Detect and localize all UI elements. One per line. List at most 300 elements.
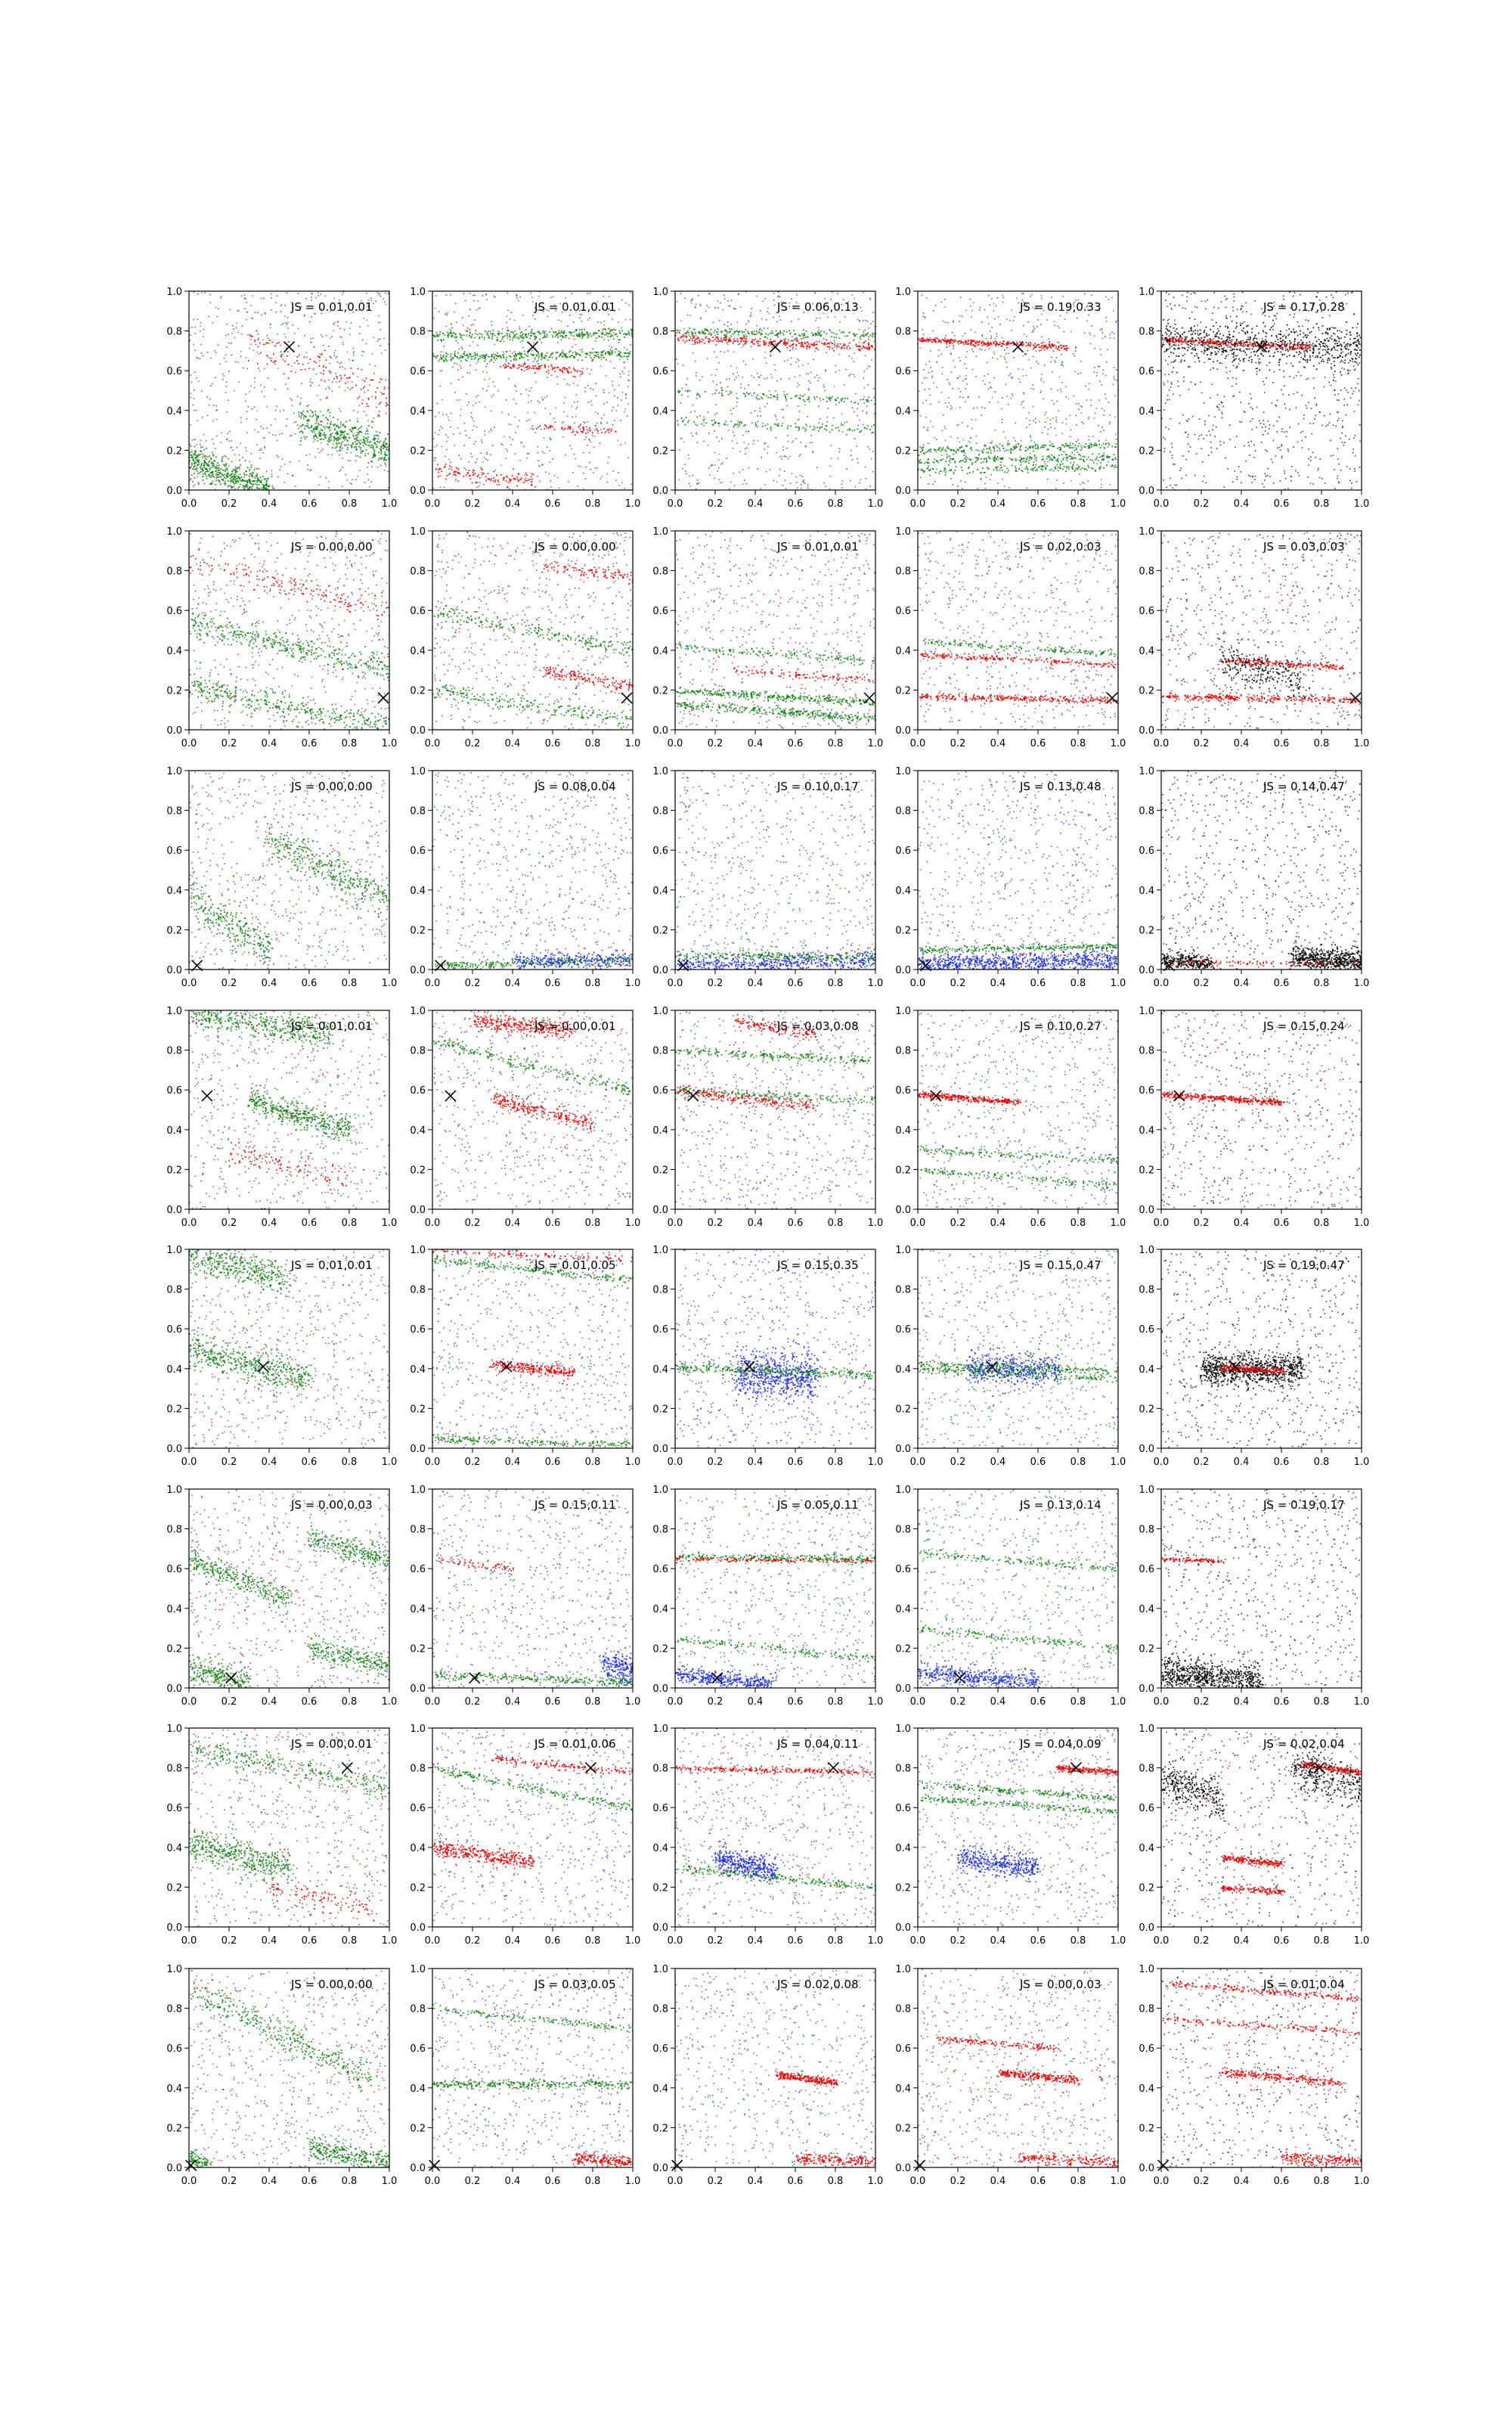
scatter-point <box>222 470 224 471</box>
scatter-point <box>310 385 311 386</box>
scatter-point <box>474 473 476 474</box>
scatter-point <box>190 479 191 481</box>
scatter-point <box>353 410 355 411</box>
scatter-point <box>236 323 237 324</box>
scatter-point <box>803 479 804 481</box>
scatter-point <box>941 392 943 393</box>
scatter-point <box>761 318 763 320</box>
scatter-point <box>472 324 474 325</box>
scatter-point <box>1081 406 1083 408</box>
scatter-point <box>355 427 356 429</box>
scatter-point <box>281 304 283 306</box>
scatter-point <box>510 337 511 338</box>
scatter-point <box>943 321 944 322</box>
scatter-point <box>255 341 256 343</box>
scatter-point <box>329 371 330 372</box>
scatter-point <box>506 322 507 324</box>
scatter-point <box>1002 337 1003 339</box>
scatter-point <box>619 358 621 360</box>
scatter-point <box>200 468 202 470</box>
scatter-point <box>364 455 366 457</box>
scatter-point <box>628 374 630 376</box>
scatter-point <box>371 447 373 448</box>
scatter-point <box>261 298 262 299</box>
scatter-point <box>246 302 248 303</box>
scatter-point <box>387 433 389 435</box>
scatter-point <box>1070 415 1071 417</box>
scatter-point <box>200 322 202 324</box>
scatter-point <box>313 436 314 437</box>
scatter-point <box>699 331 701 333</box>
scatter-point <box>367 325 369 327</box>
scatter-point <box>249 493 251 495</box>
scatter-point <box>378 414 380 416</box>
scatter-point <box>231 477 233 479</box>
scatter-point <box>318 355 319 357</box>
scatter-point <box>618 354 620 355</box>
scatter-point <box>760 489 761 490</box>
scatter-point <box>770 430 772 431</box>
scatter-point <box>345 438 346 439</box>
scatter-point <box>981 414 982 416</box>
scatter-point <box>584 334 585 335</box>
scatter-point <box>577 407 578 408</box>
scatter-point <box>310 381 311 383</box>
scatter-point <box>446 414 448 416</box>
scatter-point <box>869 327 870 329</box>
scatter-point <box>775 390 776 392</box>
scatter-point <box>804 334 805 335</box>
scatter-point <box>754 340 755 341</box>
scatter-point <box>595 425 596 427</box>
scatter-point <box>740 306 742 308</box>
scatter-point <box>609 314 610 315</box>
scatter-point <box>471 324 472 326</box>
scatter-point <box>243 490 245 492</box>
scatter-point <box>308 368 310 369</box>
scatter-point <box>544 428 545 430</box>
scatter-point <box>315 423 317 424</box>
scatter-panel <box>410 287 640 510</box>
scatter-point <box>547 336 548 337</box>
scatter-point <box>834 344 835 346</box>
scatter-point <box>717 338 719 340</box>
scatter-point <box>480 467 482 468</box>
scatter-point <box>460 334 461 336</box>
scatter-point <box>764 378 766 380</box>
scatter-point <box>815 320 816 321</box>
scatter-point <box>241 296 243 297</box>
scatter-point <box>386 466 387 467</box>
scatter-point <box>816 344 817 346</box>
scatter-point <box>262 476 264 477</box>
scatter-point <box>547 316 549 318</box>
scatter-point <box>466 474 467 476</box>
scatter-point <box>328 439 330 440</box>
scatter-point <box>603 392 605 393</box>
scatter-point <box>574 356 575 358</box>
scatter-point <box>193 461 194 462</box>
scatter-point <box>802 481 804 482</box>
scatter-point <box>263 492 265 493</box>
scatter-point <box>820 398 821 399</box>
scatter-point <box>708 411 709 413</box>
scatter-point <box>697 392 699 394</box>
scatter-point <box>212 322 213 324</box>
scatter-point <box>277 343 278 344</box>
scatter-point <box>730 340 731 341</box>
scatter-point <box>865 467 866 468</box>
scatter-point <box>479 477 481 479</box>
scatter-point <box>826 397 828 399</box>
scatter-point <box>491 355 493 357</box>
scatter-point <box>726 391 727 392</box>
scatter-point <box>358 446 360 448</box>
scatter-point <box>340 411 342 412</box>
scatter-point <box>819 334 820 336</box>
scatter-point <box>261 482 262 483</box>
scatter-point <box>507 335 508 337</box>
scatter-point <box>692 475 693 476</box>
scatter-point <box>466 354 468 355</box>
scatter-point <box>360 447 361 448</box>
scatter-point <box>768 397 770 399</box>
scatter-point <box>498 330 500 332</box>
scatter-point <box>773 299 775 301</box>
scatter-point <box>596 429 598 430</box>
scatter-point <box>720 302 721 304</box>
scatter-point <box>774 365 776 366</box>
scatter-point <box>244 474 246 476</box>
scatter-point <box>721 387 723 389</box>
scatter-point <box>989 348 990 349</box>
scatter-point <box>342 367 343 368</box>
scatter-point <box>351 322 352 324</box>
scatter-point <box>269 340 271 341</box>
scatter-point <box>225 361 227 362</box>
scatter-point <box>510 424 512 426</box>
scatter-point <box>697 343 699 344</box>
scatter-point <box>475 355 476 357</box>
scatter-point <box>704 425 705 427</box>
scatter-point <box>1005 358 1006 360</box>
scatter-point <box>694 411 696 412</box>
scatter-point <box>509 489 510 490</box>
scatter-point <box>436 445 438 446</box>
scatter-point <box>734 333 736 334</box>
scatter-point <box>476 363 477 365</box>
scatter-point <box>510 479 511 481</box>
scatter-point <box>450 294 451 296</box>
scatter-point <box>282 354 284 355</box>
scatter-point <box>576 394 578 396</box>
scatter-point <box>369 486 370 488</box>
scatter-point <box>428 354 429 355</box>
scatter-point <box>1088 417 1089 418</box>
scatter-point <box>625 398 627 399</box>
scatter-point <box>680 390 681 392</box>
scatter-point <box>786 456 788 458</box>
scatter-point <box>320 399 321 401</box>
scatter-point <box>1077 464 1078 466</box>
scatter-point <box>222 461 223 462</box>
scatter-point <box>849 428 850 430</box>
scatter-point <box>193 292 194 293</box>
scatter-point <box>445 358 446 360</box>
scatter-point <box>558 320 559 321</box>
scatter-point <box>210 484 212 486</box>
scatter-point <box>324 428 326 430</box>
scatter-point <box>872 321 874 322</box>
scatter-point <box>277 334 278 335</box>
scatter-point <box>197 420 199 422</box>
scatter-point <box>541 356 542 358</box>
y-tick-label: 0.0 <box>652 486 668 497</box>
scatter-point <box>585 467 587 468</box>
scatter-point <box>361 389 362 390</box>
scatter-point <box>596 337 597 339</box>
scatter-point <box>755 425 757 427</box>
scatter-point <box>833 350 835 352</box>
scatter-point <box>297 356 299 358</box>
scatter-point <box>721 331 723 333</box>
scatter-point <box>511 368 513 369</box>
scatter-point <box>1101 484 1102 486</box>
scatter-point <box>966 368 968 369</box>
scatter-point <box>481 468 482 470</box>
scatter-point <box>212 471 213 473</box>
scatter-point <box>696 424 698 426</box>
scatter-point <box>841 332 842 334</box>
scatter-point <box>209 399 211 400</box>
scatter-point <box>271 358 273 359</box>
scatter-point <box>539 425 541 427</box>
scatter-point <box>792 349 794 350</box>
scatter-point <box>466 372 468 374</box>
scatter-point <box>505 458 507 459</box>
scatter-point <box>475 354 476 355</box>
scatter-point <box>726 336 727 337</box>
scatter-point <box>602 352 603 353</box>
scatter-point <box>485 434 486 436</box>
scatter-point <box>850 374 851 375</box>
scatter-point <box>315 297 317 299</box>
scatter-point <box>995 338 996 340</box>
x-tick-label: 0.6 <box>302 498 318 510</box>
scatter-point <box>739 451 741 452</box>
scatter-point <box>565 368 567 370</box>
scatter-point <box>238 310 240 312</box>
scatter-point <box>317 427 318 428</box>
scatter-point <box>503 479 504 481</box>
scatter-point <box>620 373 621 374</box>
scatter-point <box>1116 439 1117 440</box>
scatter-point <box>582 432 584 433</box>
scatter-point <box>325 477 327 479</box>
scatter-point <box>226 463 228 464</box>
scatter-point <box>991 442 993 444</box>
scatter-point <box>800 395 801 396</box>
scatter-point <box>809 346 810 347</box>
scatter-point <box>486 366 488 368</box>
scatter-point <box>862 410 863 411</box>
scatter-point <box>460 337 462 338</box>
scatter-point <box>375 398 376 399</box>
scatter-point <box>808 399 810 400</box>
scatter-point <box>1047 417 1049 419</box>
scatter-point <box>194 350 196 352</box>
scatter-point <box>952 332 953 334</box>
scatter-point <box>1055 488 1057 489</box>
scatter-point <box>1098 366 1099 368</box>
scatter-point <box>443 355 445 357</box>
scatter-point <box>340 434 342 436</box>
scatter-point <box>767 446 769 448</box>
scatter-point <box>469 355 470 357</box>
scatter-point <box>681 388 683 389</box>
scatter-point <box>271 494 272 495</box>
scatter-point <box>823 399 824 400</box>
scatter-point <box>498 334 500 335</box>
scatter-point <box>814 351 816 352</box>
scatter-point <box>505 359 507 361</box>
scatter-point <box>271 476 273 478</box>
scatter-point <box>549 331 550 333</box>
scatter-point <box>366 438 367 439</box>
scatter-point <box>340 470 342 471</box>
scatter-point <box>321 353 323 355</box>
scatter-point <box>628 330 630 332</box>
scatter-point <box>863 334 864 336</box>
scatter-point <box>518 337 519 339</box>
scatter-point <box>358 433 360 435</box>
scatter-point <box>434 460 435 461</box>
scatter-point <box>225 483 227 485</box>
scatter-point <box>692 337 694 339</box>
scatter-point <box>269 358 271 359</box>
scatter-point <box>842 398 844 399</box>
scatter-point <box>708 433 710 434</box>
scatter-point <box>756 325 758 327</box>
scatter-point <box>442 370 443 371</box>
scatter-point <box>526 337 528 338</box>
scatter-point <box>1036 470 1038 471</box>
scatter-point <box>741 337 742 339</box>
scatter-point <box>201 464 203 466</box>
scatter-point <box>767 308 769 309</box>
scatter-point <box>277 476 279 478</box>
scatter-point <box>950 408 952 410</box>
scatter-point <box>263 438 265 439</box>
scatter-point <box>326 389 327 390</box>
scatter-point <box>515 453 516 455</box>
scatter-point <box>1061 354 1062 355</box>
scatter-point <box>235 361 237 363</box>
scatter-point <box>610 331 612 333</box>
scatter-point <box>316 419 318 420</box>
scatter-point <box>250 467 252 468</box>
scatter-point <box>983 380 984 382</box>
scatter-point <box>482 461 484 463</box>
scatter-point <box>557 383 559 385</box>
scatter-point <box>932 426 934 427</box>
scatter-point <box>835 405 837 406</box>
scatter-point <box>540 333 541 334</box>
scatter-point <box>728 394 730 396</box>
scatter-point <box>233 328 234 330</box>
scatter-point <box>246 470 247 472</box>
scatter-point <box>738 332 739 334</box>
scatter-point <box>203 465 205 467</box>
scatter-point <box>204 473 206 474</box>
scatter-point <box>1030 420 1031 421</box>
scatter-point <box>746 447 748 448</box>
scatter-point <box>438 311 440 312</box>
scatter-point <box>835 343 836 344</box>
scatter-point <box>816 374 818 376</box>
scatter-point <box>868 343 869 344</box>
scatter-point <box>997 358 999 360</box>
scatter-point <box>579 317 581 318</box>
scatter-point <box>354 439 355 440</box>
scatter-point <box>765 333 767 334</box>
scatter-point <box>210 358 212 359</box>
scatter-point <box>216 467 218 468</box>
scatter-point <box>814 429 816 430</box>
scatter-point <box>770 394 772 396</box>
scatter-point <box>486 334 488 335</box>
scatter-point <box>438 361 439 362</box>
scatter-point <box>275 302 277 303</box>
scatter-point <box>867 425 869 427</box>
scatter-point <box>1026 374 1027 376</box>
scatter-point <box>775 370 776 371</box>
scatter-point <box>594 436 596 438</box>
scatter-point <box>328 380 330 381</box>
scatter-point <box>752 343 754 345</box>
scatter-point <box>262 452 264 454</box>
scatter-point <box>682 337 683 338</box>
scatter-point <box>863 424 864 426</box>
scatter-point <box>246 418 248 420</box>
scatter-point <box>578 354 579 355</box>
scatter-point <box>854 333 855 334</box>
scatter-point <box>194 454 196 455</box>
scatter-point <box>225 355 227 356</box>
scatter-point <box>614 396 615 397</box>
scatter-point <box>587 319 589 321</box>
scatter-point <box>541 358 542 360</box>
scatter-point <box>764 443 765 445</box>
scatter-point <box>634 335 635 337</box>
scatter-point <box>837 397 838 399</box>
scatter-point <box>466 469 467 470</box>
scatter-point <box>504 335 506 337</box>
scatter-point <box>696 338 698 340</box>
scatter-point <box>298 363 299 365</box>
scatter-point <box>531 354 532 355</box>
scatter-point <box>863 346 864 347</box>
scatter-point <box>324 380 326 382</box>
scatter-point <box>375 392 376 393</box>
scatter-point <box>206 469 207 470</box>
scatter-point <box>224 476 225 478</box>
scatter-point <box>962 422 963 424</box>
scatter-point <box>491 411 492 412</box>
scatter-point <box>280 355 282 357</box>
scatter-point <box>516 403 517 405</box>
scatter-point <box>692 299 693 301</box>
